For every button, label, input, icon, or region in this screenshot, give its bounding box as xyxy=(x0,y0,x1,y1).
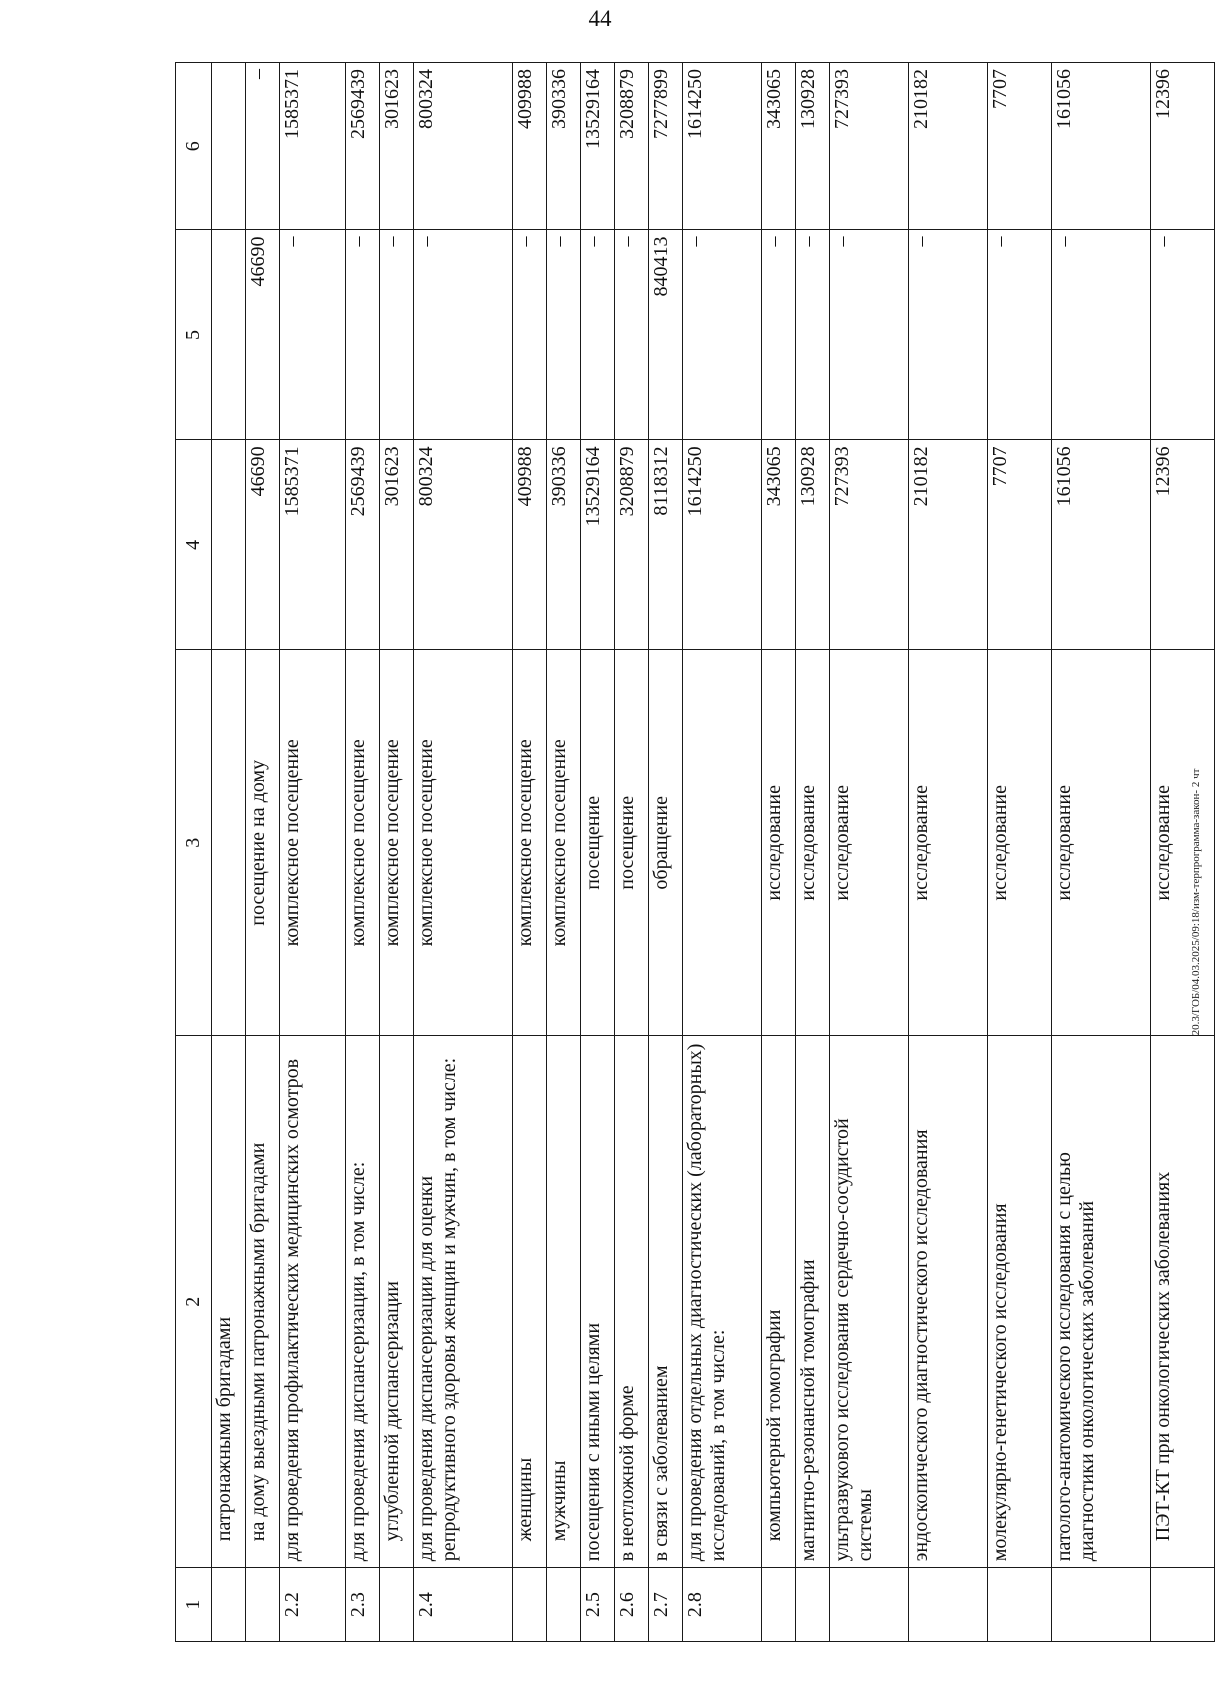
row-number xyxy=(245,1568,279,1642)
row-number xyxy=(379,1568,413,1642)
table-row xyxy=(795,63,829,1642)
row-number: 2.5 xyxy=(581,1568,615,1642)
volumes-table xyxy=(175,62,1215,1642)
page-number: 44 xyxy=(588,6,612,31)
row-unit: комплексное посещение xyxy=(413,650,512,1036)
row-name: на дому выездными патронажными бригадами xyxy=(245,1036,279,1568)
row-col6: 301623 xyxy=(379,63,413,230)
row-total: 3208879 xyxy=(614,440,648,650)
rotated-table-wrapper xyxy=(175,62,1215,1642)
row-col6: 409988 xyxy=(513,63,547,230)
row-number: 2.2 xyxy=(279,1568,345,1642)
row-col6: 210182 xyxy=(908,63,987,230)
row-unit: комплексное посещение xyxy=(513,650,547,1036)
row-col6: 3208879 xyxy=(614,63,648,230)
row-col6: 130928 xyxy=(795,63,829,230)
row-number: 2.8 xyxy=(682,1568,761,1642)
row-col6: 2569439 xyxy=(345,63,379,230)
row-total: 46690 xyxy=(245,440,279,650)
row-total: 301623 xyxy=(379,440,413,650)
table-row xyxy=(648,63,682,1642)
row-col6: 161056 xyxy=(1051,63,1150,230)
row-col5 xyxy=(211,230,245,440)
row-number: 2.4 xyxy=(413,1568,512,1642)
row-total: 727393 xyxy=(829,440,908,650)
table-row xyxy=(513,63,547,1642)
row-unit xyxy=(682,650,761,1036)
row-unit: посещение xyxy=(614,650,648,1036)
row-total: 1614250 xyxy=(682,440,761,650)
row-col6: 12396 xyxy=(1151,63,1215,230)
row-name: для проведения отдельных диагностических (лабораторных) исследований, в том числе: xyxy=(682,1036,761,1568)
table-row xyxy=(761,63,795,1642)
table-row xyxy=(245,63,279,1642)
row-total: 800324 xyxy=(413,440,512,650)
row-unit: исследование xyxy=(1151,650,1215,1036)
row-col6: 7277899 xyxy=(648,63,682,230)
row-number: 2.3 xyxy=(345,1568,379,1642)
row-total: 13529164 xyxy=(581,440,615,650)
table-row xyxy=(987,63,1051,1642)
table-row xyxy=(345,63,379,1642)
row-col5: – xyxy=(761,230,795,440)
header-col-1: 1 xyxy=(176,1568,212,1642)
table-row xyxy=(581,63,615,1642)
row-name: эндоскопического диагностического исследования xyxy=(908,1036,987,1568)
row-name: ПЭТ-КТ при онкологических заболеваниях xyxy=(1151,1036,1215,1568)
row-name: в неотложной форме xyxy=(614,1036,648,1568)
row-unit: исследование xyxy=(908,650,987,1036)
row-col5: – xyxy=(547,230,581,440)
row-col6: 727393 xyxy=(829,63,908,230)
table-header-row xyxy=(176,63,212,1642)
row-unit xyxy=(211,650,245,1036)
table-row xyxy=(279,63,345,1642)
row-col6: 1614250 xyxy=(682,63,761,230)
row-number xyxy=(1151,1568,1215,1642)
row-unit: посещение на дому xyxy=(245,650,279,1036)
row-number: 2.7 xyxy=(648,1568,682,1642)
row-unit: посещение xyxy=(581,650,615,1036)
row-col5: – xyxy=(829,230,908,440)
row-name: патронажными бригадами xyxy=(211,1036,245,1568)
row-total: 409988 xyxy=(513,440,547,650)
row-col6: 7707 xyxy=(987,63,1051,230)
row-unit: комплексное посещение xyxy=(547,650,581,1036)
table-row xyxy=(379,63,413,1642)
row-col5: – xyxy=(345,230,379,440)
row-col5: – xyxy=(513,230,547,440)
row-unit: комплексное посещение xyxy=(279,650,345,1036)
row-number xyxy=(908,1568,987,1642)
row-total: 2569439 xyxy=(345,440,379,650)
row-name: компьютерной томографии xyxy=(761,1036,795,1568)
table-row xyxy=(413,63,512,1642)
row-name: ультразвукового исследования сердечно-сосудистой системы xyxy=(829,1036,908,1568)
row-total: 130928 xyxy=(795,440,829,650)
table-row xyxy=(1151,63,1215,1642)
row-col5: – xyxy=(379,230,413,440)
row-unit: комплексное посещение xyxy=(379,650,413,1036)
table-row xyxy=(829,63,908,1642)
row-unit: исследование xyxy=(829,650,908,1036)
row-col6: 1585371 xyxy=(279,63,345,230)
row-col5: – xyxy=(1151,230,1215,440)
row-unit: исследование xyxy=(987,650,1051,1036)
row-col6 xyxy=(211,63,245,230)
row-number xyxy=(1051,1568,1150,1642)
footer-document-code: 20.3/ГОБ/04.03.2025/09:18/изм-терпрограмма-закон- 2 чт xyxy=(1190,768,1202,1036)
row-col5: – xyxy=(908,230,987,440)
table-row xyxy=(614,63,648,1642)
row-total xyxy=(211,440,245,650)
row-number xyxy=(547,1568,581,1642)
row-col5: 840413 xyxy=(648,230,682,440)
row-name: патолого-анатомического исследования с целью диагностики онкологических заболеваний xyxy=(1051,1036,1150,1568)
row-col5: – xyxy=(795,230,829,440)
row-name: для проведения профилактических медицинских осмотров xyxy=(279,1036,345,1568)
row-name: магнитно-резонансной томографии xyxy=(795,1036,829,1568)
row-total: 161056 xyxy=(1051,440,1150,650)
row-col6: 800324 xyxy=(413,63,512,230)
row-name: посещения с иными целями xyxy=(581,1036,615,1568)
row-col5: – xyxy=(279,230,345,440)
table-row xyxy=(908,63,987,1642)
row-total: 1585371 xyxy=(279,440,345,650)
table-row xyxy=(547,63,581,1642)
row-unit: исследование xyxy=(1051,650,1150,1036)
table-row xyxy=(211,63,245,1642)
row-total: 8118312 xyxy=(648,440,682,650)
row-name: для проведения диспансеризации, в том числе: xyxy=(345,1036,379,1568)
header-col-4: 4 xyxy=(176,440,212,650)
row-name: для проведения диспансеризации для оценки репродуктивного здоровья женщин и мужчин, в том числе: xyxy=(413,1036,512,1568)
row-number xyxy=(761,1568,795,1642)
row-total: 343065 xyxy=(761,440,795,650)
row-number: 2.6 xyxy=(614,1568,648,1642)
table-row xyxy=(682,63,761,1642)
row-number xyxy=(987,1568,1051,1642)
row-number xyxy=(795,1568,829,1642)
table-row xyxy=(1051,63,1150,1642)
row-total: 12396 xyxy=(1151,440,1215,650)
row-unit: комплексное посещение xyxy=(345,650,379,1036)
row-unit: обращение xyxy=(648,650,682,1036)
row-col6: 343065 xyxy=(761,63,795,230)
row-col5: – xyxy=(413,230,512,440)
row-col5: – xyxy=(614,230,648,440)
row-col5: – xyxy=(581,230,615,440)
row-col6: – xyxy=(245,63,279,230)
row-col5: – xyxy=(1051,230,1150,440)
row-unit: исследование xyxy=(761,650,795,1036)
header-col-5: 5 xyxy=(176,230,212,440)
row-name: женщины xyxy=(513,1036,547,1568)
row-col5: – xyxy=(682,230,761,440)
row-unit: исследование xyxy=(795,650,829,1036)
row-name: молекулярно-генетического исследования xyxy=(987,1036,1051,1568)
row-col6: 13529164 xyxy=(581,63,615,230)
header-col-6: 6 xyxy=(176,63,212,230)
row-number xyxy=(211,1568,245,1642)
header-col-3: 3 xyxy=(176,650,212,1036)
row-name: мужчины xyxy=(547,1036,581,1568)
header-col-2: 2 xyxy=(176,1036,212,1568)
row-total: 7707 xyxy=(987,440,1051,650)
row-col6: 390336 xyxy=(547,63,581,230)
row-number xyxy=(513,1568,547,1642)
row-name: в связи с заболеванием xyxy=(648,1036,682,1568)
row-total: 210182 xyxy=(908,440,987,650)
row-number xyxy=(829,1568,908,1642)
row-col5: – xyxy=(987,230,1051,440)
row-name: углубленной диспансеризации xyxy=(379,1036,413,1568)
row-col5: 46690 xyxy=(245,230,279,440)
row-total: 390336 xyxy=(547,440,581,650)
